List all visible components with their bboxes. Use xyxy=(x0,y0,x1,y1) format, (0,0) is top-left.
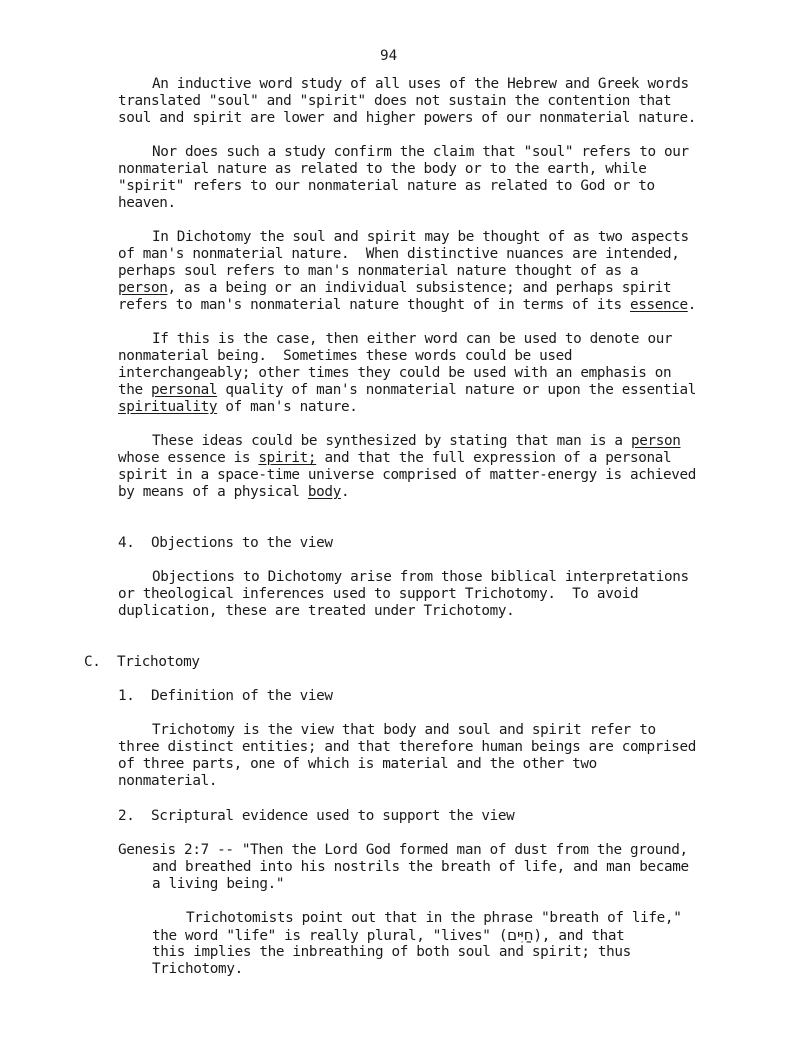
heading-trichotomy: C. Trichotomy xyxy=(84,654,200,670)
page-number: 94 xyxy=(380,48,398,64)
p4-line-5-post: of man's nature. xyxy=(217,399,358,415)
p7-line-2: three distinct entities; and that therefore human beings are comprised xyxy=(118,739,697,755)
p3-line-4-rest: , as a being or an individual subsistence; and perhaps spirit xyxy=(167,280,672,296)
p1-line-3: soul and spirit are lower and higher powers of our nonmaterial nature. xyxy=(118,110,697,126)
p3-line-4 xyxy=(118,280,671,297)
p5-line-2-pre: whose essence is xyxy=(118,450,259,466)
p3-line-5 xyxy=(118,297,696,314)
heading-definition: 1. Definition of the view xyxy=(118,688,333,704)
underlined-body: body xyxy=(307,484,341,500)
underlined-personal: personal xyxy=(151,382,218,398)
p4-line-4 xyxy=(118,382,696,399)
heading-scriptural-evidence: 2. Scriptural evidence used to support the view xyxy=(118,808,515,824)
p6-line-2: or theological inferences used to support Trichotomy. To avoid xyxy=(118,586,639,602)
p4-line-5 xyxy=(118,399,357,416)
p5-line-4-post: . xyxy=(340,484,350,500)
p4-line-1: If this is the case, then either word can be used to denote our xyxy=(152,331,673,347)
p7-line-4: nonmaterial. xyxy=(118,773,218,789)
heading-objections: 4. Objections to the view xyxy=(118,535,333,551)
p8-line-3: this implies the inbreathing of both soul and spirit; thus xyxy=(152,944,631,960)
p7-line-1: Trichotomy is the view that body and soul and spirit refer to xyxy=(152,722,656,738)
p3-line-3: perhaps soul refers to man's nonmaterial nature thought of as a xyxy=(118,263,639,279)
underlined-person-2: person xyxy=(630,433,681,449)
p6-line-3: duplication, these are treated under Trichotomy. xyxy=(118,603,515,619)
p3-line-2: of man's nonmaterial nature. When distinctive nuances are intended, xyxy=(118,246,680,262)
p2-line-4: heaven. xyxy=(118,195,176,211)
p4-line-4-pre: the xyxy=(118,382,152,398)
p5-line-4-pre: by means of a physical xyxy=(118,484,308,500)
p8-line-4: Trichotomy. xyxy=(152,961,243,977)
p4-line-3: interchangeably; other times they could be used with an emphasis on xyxy=(118,365,672,381)
underlined-spirit: spirit; xyxy=(258,450,317,466)
p8-line-2-post: ), and that xyxy=(533,928,625,944)
p4-line-4-post: quality of man's nonmaterial nature or upon the essential xyxy=(217,382,697,398)
p5-line-3: spirit in a space-time universe comprised of matter-energy is achieved xyxy=(118,467,697,483)
p5-line-4 xyxy=(118,484,349,501)
p5-line-1 xyxy=(152,433,680,450)
genesis-line-2: and breathed into his nostrils the breath of life, and man became xyxy=(152,859,689,875)
p5-line-2 xyxy=(118,450,671,467)
p2-line-1: Nor does such a study confirm the claim that "soul" refers to our xyxy=(152,144,689,160)
p8-line-2 xyxy=(152,927,624,945)
p3-line-5-pre: refers to man's nonmaterial nature thought of in terms of its xyxy=(118,297,630,313)
genesis-line-1: Genesis 2:7 -- "Then the Lord God formed man of dust from the ground, xyxy=(118,842,688,858)
p5-line-2-post: and that the full expression of a personal xyxy=(316,450,672,466)
p1-line-2: translated "soul" and "spirit" does not sustain the contention that xyxy=(118,93,672,109)
p8-line-2-pre: the word "life" is really plural, "lives" ( xyxy=(152,928,508,944)
hebrew-word: חַיִּים xyxy=(507,926,534,944)
p2-line-3: "spirit" refers to our nonmaterial nature as related to God or to xyxy=(118,178,655,194)
p4-line-2: nonmaterial being. Sometimes these words could be used xyxy=(118,348,573,364)
p7-line-3: of three parts, one of which is material and the other two xyxy=(118,756,597,772)
genesis-line-3: a living being." xyxy=(152,876,285,892)
p2-line-2: nonmaterial nature as related to the body or to the earth, while xyxy=(118,161,647,177)
p8-line-1: Trichotomists point out that in the phrase "breath of life," xyxy=(186,910,682,926)
p1-line-1: An inductive word study of all uses of the Hebrew and Greek words xyxy=(152,76,689,92)
p5-line-1-pre: These ideas could be synthesized by stating that man is a xyxy=(152,433,631,449)
p3-line-5-post: . xyxy=(687,297,697,313)
p6-line-1: Objections to Dichotomy arise from those biblical interpretations xyxy=(152,569,689,585)
p3-line-1: In Dichotomy the soul and spirit may be thought of as two aspects xyxy=(152,229,689,245)
underlined-spirituality: spirituality xyxy=(118,399,218,415)
underlined-person: person xyxy=(118,280,168,296)
underlined-essence: essence xyxy=(629,297,688,313)
